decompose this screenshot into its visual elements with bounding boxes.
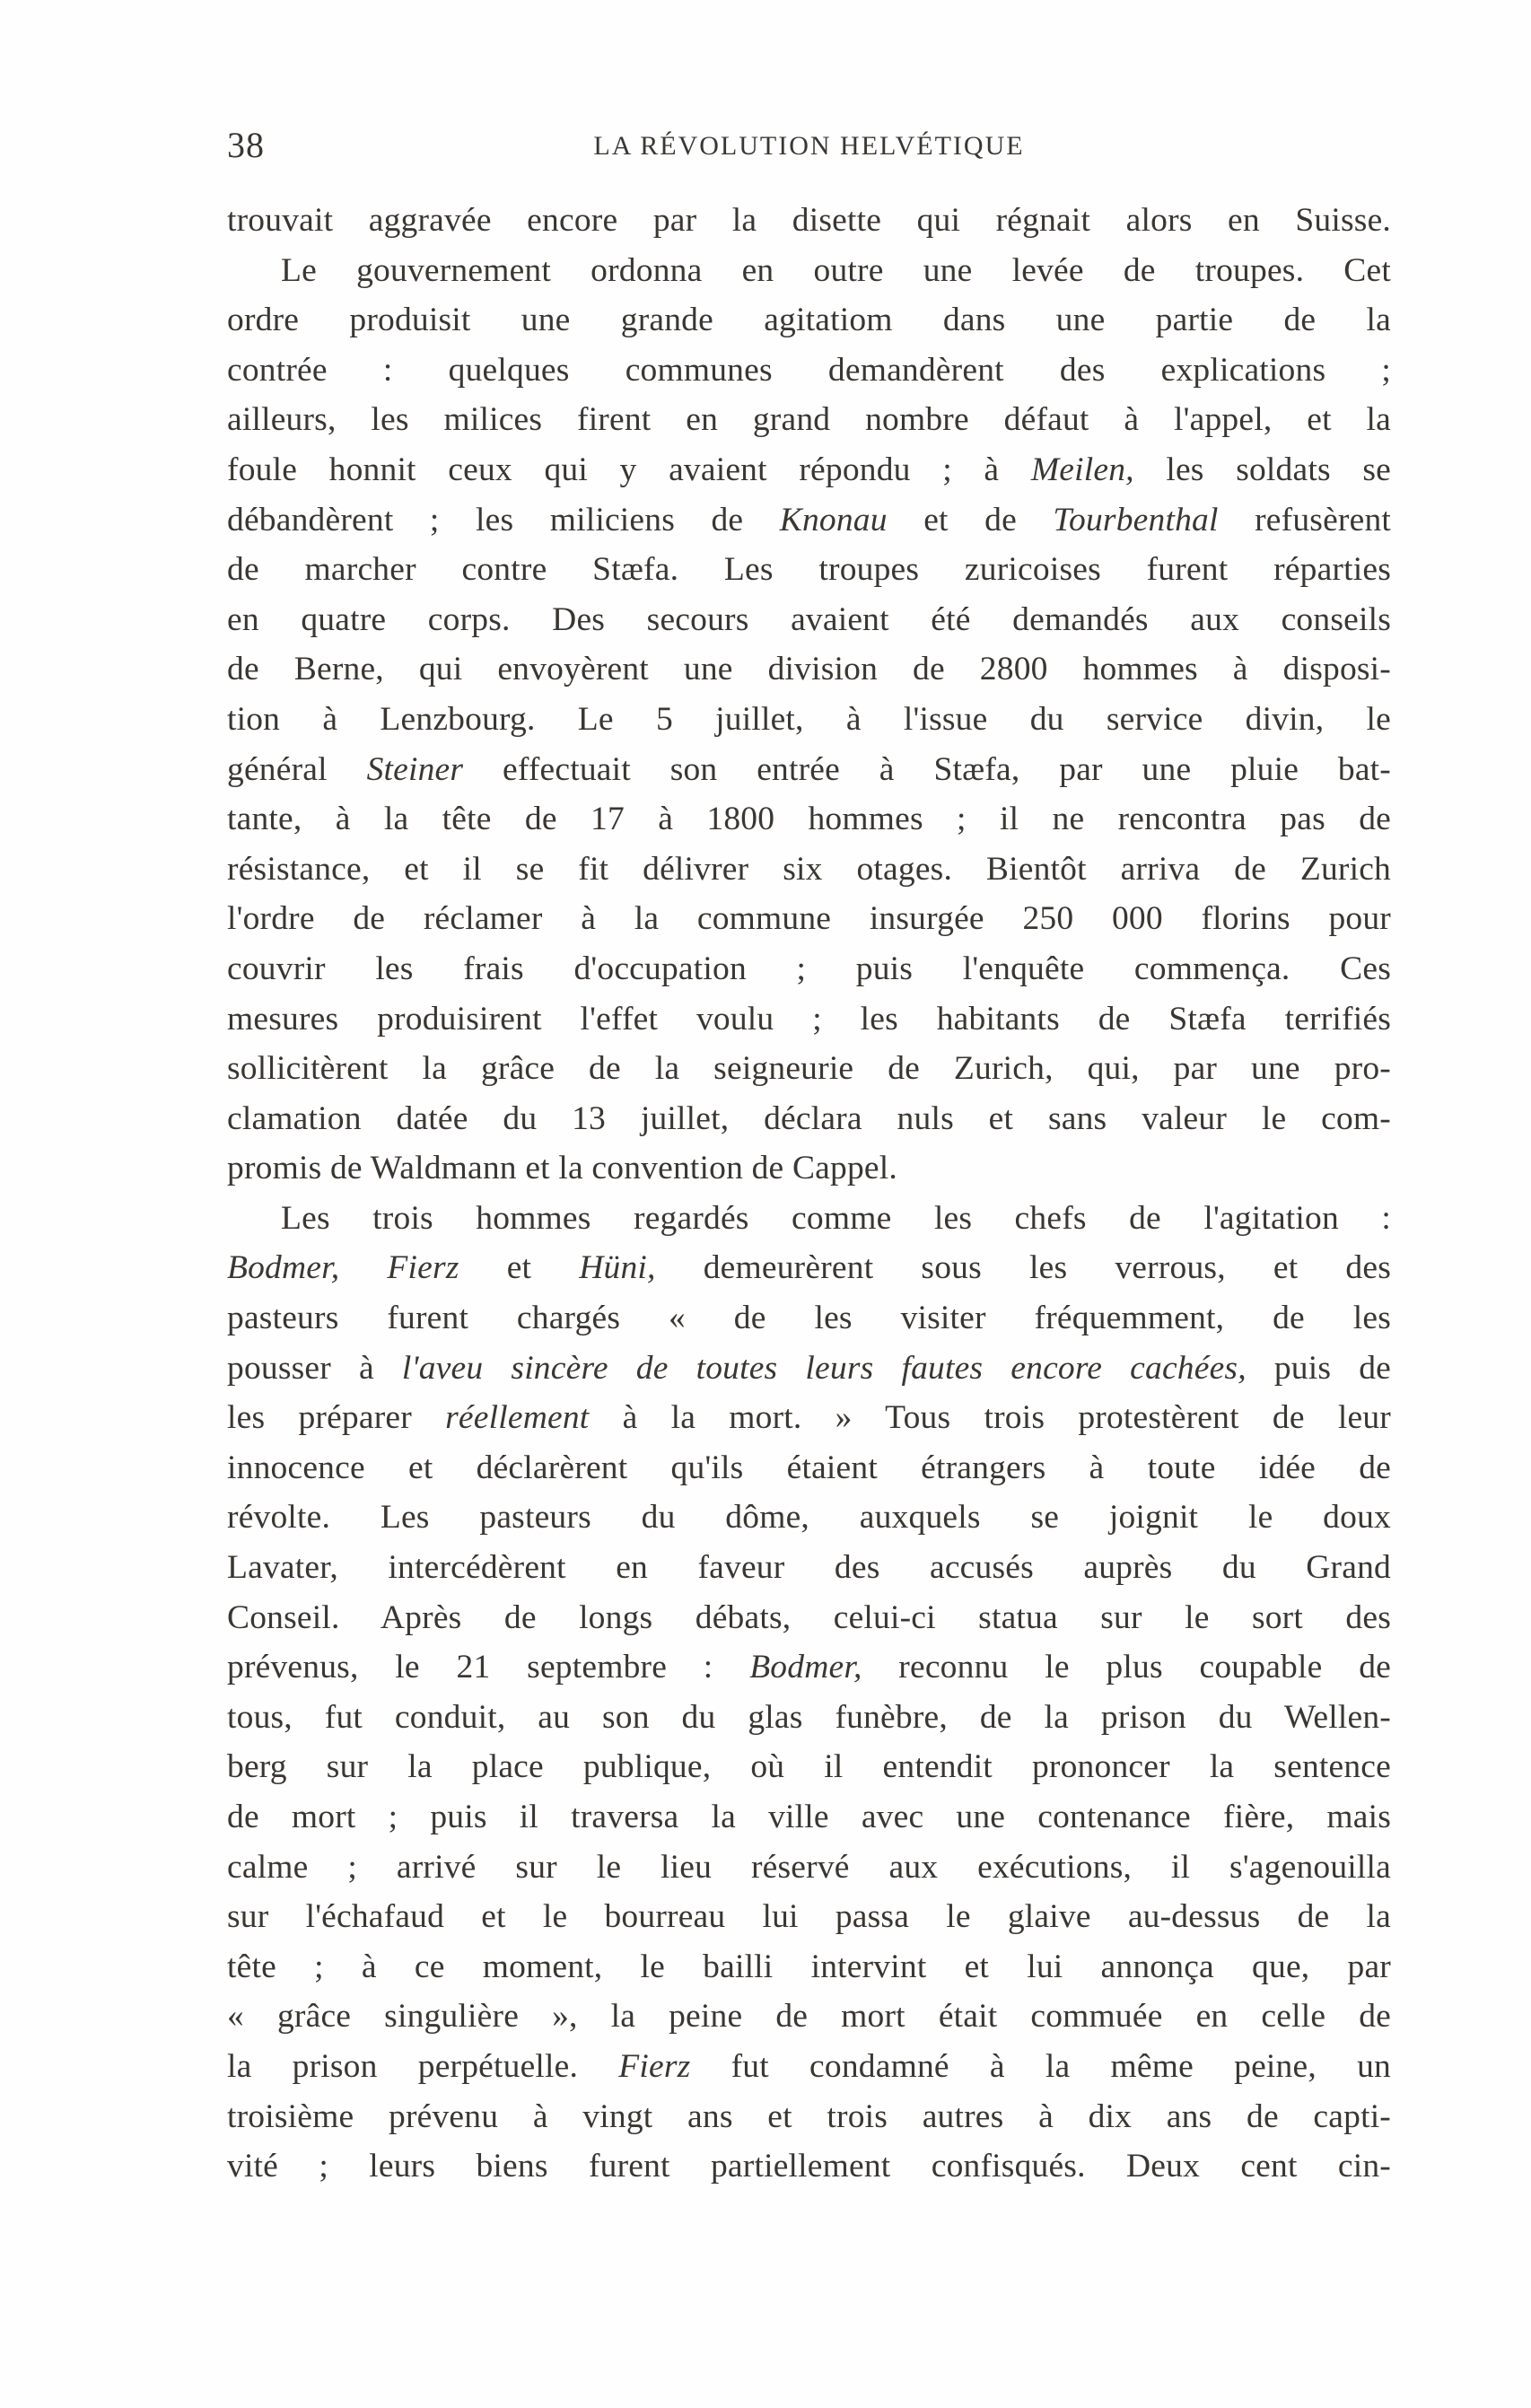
text-segment: et bbox=[506, 1249, 532, 1287]
italic-text: réellement bbox=[445, 1399, 590, 1437]
text-line bbox=[227, 2042, 1391, 2092]
text-segment: de Berne, qui envoyèrent une division de 2800 hommes à disposi- bbox=[227, 651, 1391, 688]
text-line bbox=[227, 595, 1391, 645]
italic-text: Knonau bbox=[779, 501, 888, 539]
text-segment: l'ordre de réclamer à la commune insurgée 250 000 florins pour bbox=[227, 900, 1391, 938]
text-segment: innocence et déclarèrent qu'ils étaient étrangers à toute idée de bbox=[227, 1449, 1391, 1486]
text-line bbox=[227, 745, 1391, 795]
text-line bbox=[227, 246, 1391, 296]
text-segment: sollicitèrent la grâce de la seigneurie de Zurich, qui, par une pro- bbox=[227, 1050, 1391, 1088]
text-segment: fut condamné à la même peine, un bbox=[731, 2047, 1391, 2085]
text-line bbox=[227, 2141, 1391, 2192]
text-line bbox=[227, 1393, 1391, 1443]
text-segment: de marcher contre Stæfa. Les troupes zuricoises furent réparties bbox=[227, 551, 1391, 589]
running-title: LA RÉVOLUTION HELVÉTIQUE bbox=[593, 131, 1025, 161]
text-segment: la prison perpétuelle. bbox=[227, 2047, 579, 2085]
text-line bbox=[227, 1493, 1391, 1543]
text-segment: général bbox=[227, 750, 328, 788]
text-line bbox=[227, 845, 1391, 895]
text-segment: puis de bbox=[1273, 1349, 1392, 1387]
text-segment: les soldats se bbox=[1166, 451, 1391, 488]
text-segment: pousser à bbox=[227, 1349, 374, 1387]
text-segment: refusèrent bbox=[1255, 501, 1392, 539]
text-line bbox=[227, 1243, 1391, 1293]
text-line bbox=[227, 695, 1391, 745]
italic-text: Fierz bbox=[618, 2047, 691, 2085]
text-line bbox=[227, 1992, 1391, 2042]
text-segment: demeurèrent sous les verrous, et des bbox=[703, 1249, 1391, 1287]
text-line bbox=[227, 1742, 1391, 1792]
text-line bbox=[227, 1094, 1391, 1144]
text-line bbox=[227, 495, 1391, 546]
italic-text: Bodmer, bbox=[749, 1649, 862, 1686]
text-line bbox=[227, 1344, 1391, 1394]
text-line bbox=[227, 1194, 1391, 1244]
text-line bbox=[227, 545, 1391, 595]
text-line bbox=[227, 1593, 1391, 1643]
italic-text: Steiner bbox=[366, 750, 464, 788]
text-line bbox=[227, 794, 1391, 845]
text-segment: révolte. Les pasteurs du dôme, auxquels se joignit le doux bbox=[227, 1499, 1391, 1537]
text-line bbox=[227, 445, 1391, 495]
text-segment: reconnu le plus coupable de bbox=[898, 1649, 1391, 1686]
text-segment: tante, à la tête de 17 à 1800 hommes ; il ne rencontra pas de bbox=[227, 801, 1391, 838]
text-segment: ailleurs, les milices firent en grand nombre défaut à l'appel, et la bbox=[227, 401, 1391, 439]
text-line bbox=[227, 346, 1391, 396]
text-line bbox=[227, 196, 1391, 246]
italic-text: Bodmer, Fierz bbox=[227, 1249, 459, 1287]
text-segment: contrée : quelques communes demandèrent des explications ; bbox=[227, 351, 1391, 389]
text-segment: vité ; leurs biens furent partiellement confisqués. Deux cent cin- bbox=[227, 2148, 1391, 2185]
text-segment: mesures produisirent l'effet voulu ; les habitants de Stæfa terrifiés bbox=[227, 1000, 1391, 1038]
italic-text: Meilen, bbox=[1030, 451, 1134, 488]
text-line bbox=[227, 1543, 1391, 1593]
text-segment: Les trois hommes regardés comme les chefs de l'agitation : bbox=[281, 1199, 1391, 1237]
text-line bbox=[227, 2092, 1391, 2142]
text-segment: ordre produisit une grande agitatiom dans une partie de la bbox=[227, 302, 1391, 339]
text-segment: en quatre corps. Des secours avaient été demandés aux conseils bbox=[227, 600, 1391, 638]
text-segment: couvrir les frais d'occupation ; puis l'enquête commença. Ces bbox=[227, 950, 1391, 987]
text-line bbox=[227, 1642, 1391, 1693]
text-line bbox=[227, 1293, 1391, 1344]
text-segment: résistance, et il se fit délivrer six otages. Bientôt arriva de Zurich bbox=[227, 850, 1391, 888]
text-segment: clamation datée du 13 juillet, déclara nuls et sans valeur le com- bbox=[227, 1099, 1391, 1137]
text-line bbox=[227, 1044, 1391, 1094]
text-line bbox=[227, 1843, 1391, 1893]
text-segment: Lavater, intercédèrent en faveur des accusés auprès du Grand bbox=[227, 1549, 1391, 1587]
text-segment: troisième prévenu à vingt ans et trois autres à dix ans de capti- bbox=[227, 2097, 1391, 2135]
text-line bbox=[227, 894, 1391, 944]
text-line bbox=[227, 395, 1391, 445]
text-segment: Conseil. Après de longs débats, celui-ci statua sur le sort des bbox=[227, 1598, 1391, 1636]
text-segment: tion à Lenzbourg. Le 5 juillet, à l'issue du service divin, le bbox=[227, 700, 1391, 738]
text-segment: les préparer bbox=[227, 1399, 412, 1437]
text-line bbox=[227, 295, 1391, 346]
text-line bbox=[227, 994, 1391, 1045]
text-line bbox=[227, 1942, 1391, 1992]
text-segment: sur l'échafaud et le bourreau lui passa le glaive au-dessus de la bbox=[227, 1898, 1391, 1936]
text-segment: prévenus, le 21 septembre : bbox=[227, 1649, 713, 1686]
text-segment: foule honnit ceux qui y avaient répondu ; à bbox=[227, 451, 1000, 488]
text-segment: tête ; à ce moment, le bailli intervint et lui annonça que, par bbox=[227, 1948, 1391, 1985]
text-line bbox=[227, 1443, 1391, 1493]
text-segment: pasteurs furent chargés « de les visiter fréquemment, de les bbox=[227, 1300, 1391, 1337]
text-segment: de mort ; puis il traversa la ville avec une contenance fière, mais bbox=[227, 1799, 1391, 1835]
italic-text: l'aveu sincère de toutes leurs fautes encore cachées, bbox=[401, 1349, 1247, 1387]
text-segment: à la mort. » Tous trois protestèrent de leur bbox=[622, 1399, 1391, 1437]
page-number: 38 bbox=[227, 125, 265, 165]
body-text bbox=[227, 196, 1391, 2192]
italic-text: Tourbenthal bbox=[1053, 501, 1219, 539]
text-line bbox=[227, 644, 1391, 695]
italic-text: Hüni, bbox=[579, 1249, 656, 1287]
text-segment: et de bbox=[923, 501, 1017, 539]
text-segment: Le gouvernement ordonna en outre une levée de troupes. Cet bbox=[281, 251, 1391, 289]
text-segment: « grâce singulière », la peine de mort était commuée en celle de bbox=[227, 1998, 1391, 2036]
text-segment: effectuait son entrée à Stæfa, par une pluie bat- bbox=[503, 750, 1391, 788]
text-line bbox=[227, 1693, 1391, 1743]
text-line bbox=[227, 1143, 1391, 1194]
text-segment: débandèrent ; les miliciens de bbox=[227, 501, 744, 539]
text-segment: promis de Waldmann et la convention de Cappel. bbox=[227, 1150, 897, 1187]
page-header bbox=[227, 118, 1391, 172]
text-line bbox=[227, 1892, 1391, 1942]
text-segment: tous, fut conduit, au son du glas funèbre, de la prison du Wellen- bbox=[227, 1698, 1391, 1736]
text-segment: trouvait aggravée encore par la disette qui régnait alors en Suisse. bbox=[227, 202, 1391, 239]
text-line bbox=[227, 944, 1391, 994]
text-segment: calme ; arrivé sur le lieu réservé aux exécutions, il s'agenouilla bbox=[227, 1848, 1391, 1886]
text-line bbox=[227, 1792, 1391, 1843]
text-segment: berg sur la place publique, où il entendit prononcer la sentence bbox=[227, 1748, 1391, 1786]
